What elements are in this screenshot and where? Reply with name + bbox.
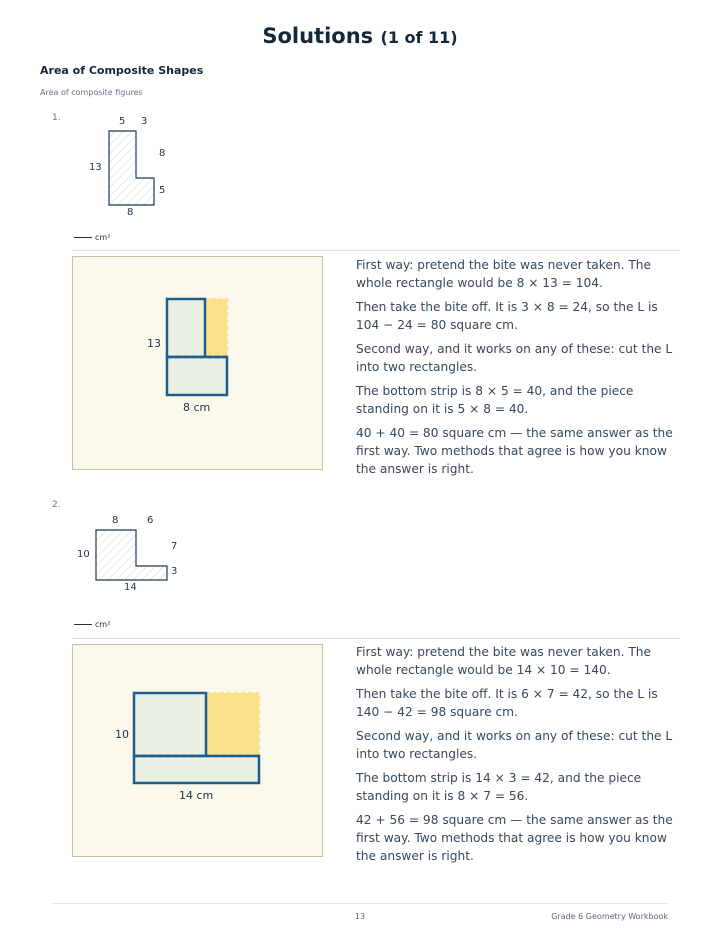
diagram-height-label: 13 — [147, 337, 161, 350]
explanation-step: The bottom strip is 14 × 3 = 42, and the piece standing on it is 8 × 7 = 56. — [356, 771, 642, 803]
explanation-step: First way: pretend the bite was never taken. The whole rectangle would be 8 × 13 = 104. — [356, 258, 651, 290]
footer-divider — [52, 903, 668, 904]
answer-unit: cm² — [95, 620, 111, 629]
title-text: Solutions — [262, 24, 374, 48]
explanation-step: Then take the bite off. It is 3 × 8 = 24, so the L is 104 − 24 = 80 square cm. — [356, 300, 658, 332]
diagram-width-label: 14 cm — [179, 789, 214, 802]
section-title: Area of Composite Shapes — [40, 64, 204, 77]
dim-label: 7 — [171, 541, 178, 552]
explanation-step: 40 + 40 = 80 square cm — the same answer as the first way. Two methods that agree is how you know the answer is right. — [356, 426, 673, 476]
problem-number: 1. — [52, 113, 61, 123]
book-title: Grade 6 Geometry Workbook — [551, 912, 668, 921]
dim-label: 5 — [159, 185, 166, 196]
explanation-step: First way: pretend the bite was never taken. The whole rectangle would be 14 × 10 = 140. — [356, 645, 651, 677]
dim-label: 3 — [141, 116, 148, 127]
diagram-width-label: 8 cm — [183, 401, 211, 414]
dim-label: 5 — [119, 116, 126, 127]
page-number: 13 — [354, 912, 366, 921]
dim-label: 6 — [147, 515, 154, 526]
diagram-height-label: 10 — [115, 728, 129, 741]
explanation-step: The bottom strip is 8 × 5 = 40, and the piece standing on it is 5 × 8 = 40. — [356, 384, 634, 416]
problem-number: 2. — [52, 500, 61, 510]
dim-label: 10 — [77, 549, 90, 560]
solution-explanation — [356, 643, 682, 871]
dim-label: 3 — [171, 566, 178, 577]
dim-label: 8 — [112, 515, 119, 526]
answer-unit: cm² — [95, 233, 111, 242]
dim-label: 14 — [124, 582, 137, 593]
explanation-step: Then take the bite off. It is 6 × 7 = 42, so the L is 140 − 42 = 98 square cm. — [356, 687, 658, 719]
dim-label: 8 — [127, 207, 134, 218]
dim-label: 13 — [89, 162, 102, 173]
explanation-step: Second way, and it works on any of these: cut the L into two rectangles. — [356, 729, 673, 761]
title-subtitle: (1 of 11) — [380, 28, 458, 47]
explanation-step: Second way, and it works on any of these: cut the L into two rectangles. — [356, 342, 673, 374]
dim-label: 8 — [159, 148, 166, 159]
section-subtitle: Area of composite figures — [40, 88, 143, 97]
explanation-step: 42 + 56 = 98 square cm — the same answer as the first way. Two methods that agree is how you know the answer is right. — [356, 813, 673, 863]
